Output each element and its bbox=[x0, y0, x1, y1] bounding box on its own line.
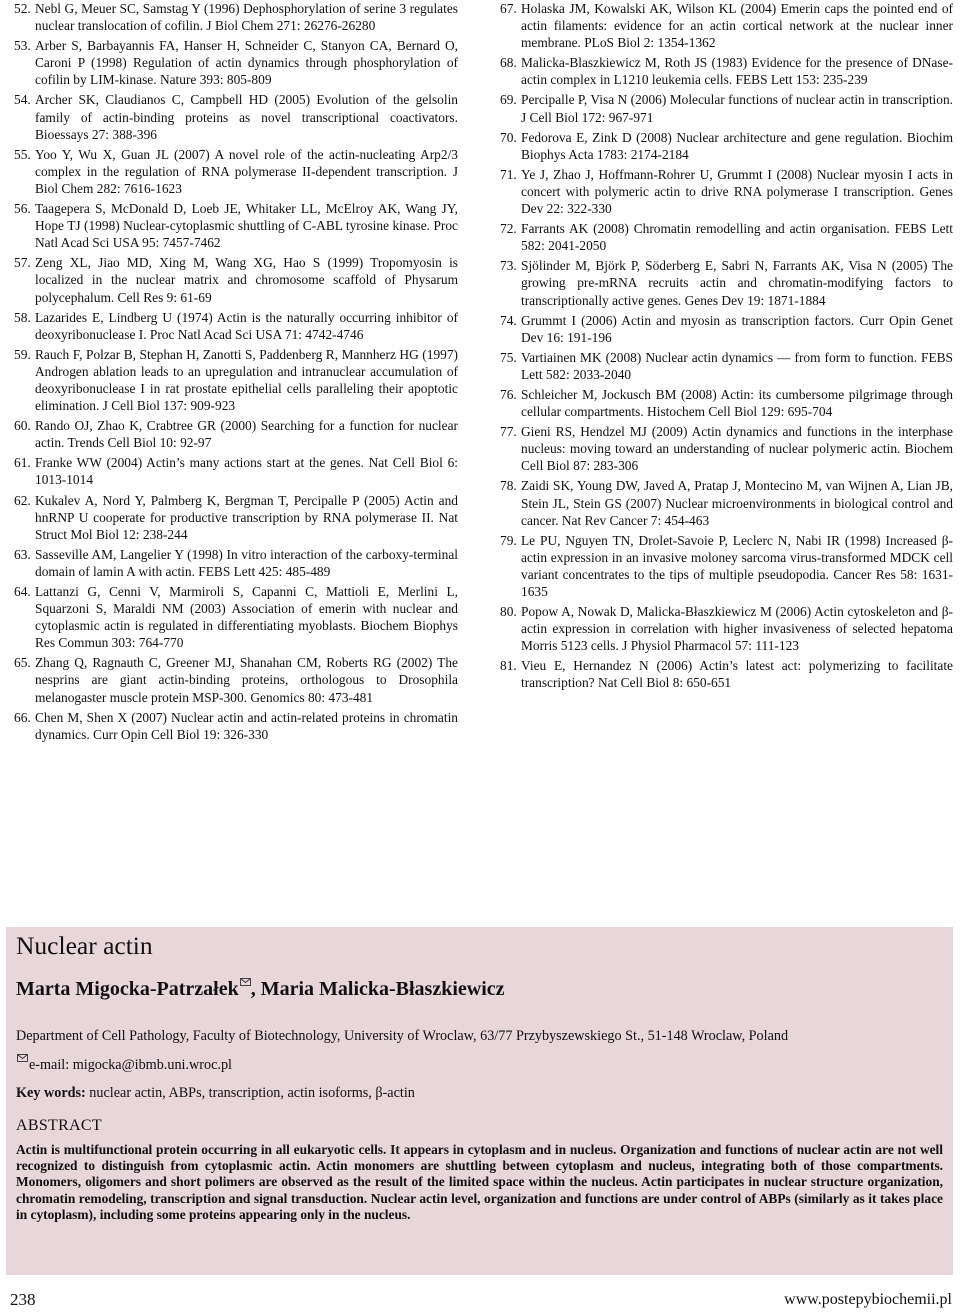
reference-item bbox=[500, 312, 953, 346]
reference-number: 77. bbox=[500, 424, 517, 440]
reference-item bbox=[14, 254, 458, 305]
reference-number: 61. bbox=[14, 455, 31, 471]
reference-text: Lattanzi G, Cenni V, Marmiroli S, Capanni C, Mattioli E, Merlini L, Squarzoni S, Maraldi NM (2003) Association of emerin with nuclear and cytoplasmic actin is regulated in differentiating myoblasts. Biochem Biophys Res Commun 303: 764-770 bbox=[35, 584, 458, 651]
abstract-text: Actin is multifunctional protein occurring in all eukaryotic cells. It appears in cytoplasm and in nucleus. Organization and functions of nuclear actin are not well recognized to distinguish from cytoplasmic actin. Actin monomers are shuttling between cytoplasm and nucleus, integrating both of those compartments. Monomers, oligomers and short polimers are observed as the result of the limited space within the nucleus. Actin participates in nuclear structure organization, chromatin remodeling, transcription and signal transduction. Nuclear actin level, organization and functions are under control of ABPs (similarly as it takes place in cytoplasm), including some proteins appearing only in the nucleus. bbox=[16, 1142, 943, 1222]
keywords bbox=[16, 1085, 415, 1102]
reference-item bbox=[500, 349, 953, 383]
reference-item bbox=[500, 129, 953, 163]
reference-text: Holaska JM, Kowalski AK, Wilson KL (2004) Emerin caps the pointed end of actin filaments: evidence for an actin cortical network at the nuclear inner membrane. PLoS Biol 2: 1354-1362 bbox=[521, 1, 953, 51]
reference-number: 62. bbox=[14, 492, 31, 508]
reference-number: 75. bbox=[500, 349, 517, 365]
references-right-column bbox=[500, 0, 953, 695]
reference-number: 58. bbox=[14, 309, 31, 325]
reference-item bbox=[500, 657, 953, 691]
reference-item bbox=[500, 220, 953, 254]
reference-text: Percipalle P, Visa N (2006) Molecular functions of nuclear actin in transcription. J Cell Biol 172: 967-971 bbox=[521, 92, 953, 125]
reference-item bbox=[14, 0, 458, 34]
article-title: Nuclear actin bbox=[16, 931, 153, 960]
reference-text: Franke WW (2004) Actin’s many actions start at the genes. Nat Cell Biol 6: 1013-1014 bbox=[35, 455, 458, 488]
reference-number: 68. bbox=[500, 55, 517, 71]
reference-item bbox=[14, 492, 458, 543]
reference-number: 70. bbox=[500, 129, 517, 145]
references-left-column bbox=[14, 0, 458, 746]
author-name: Marta Migocka-Patrzałek bbox=[16, 978, 239, 1000]
reference-text: Rauch F, Polzar B, Stephan H, Zanotti S, Paddenberg R, Mannherz HG (1997) Androgen ablation leads to an upregulation and intranuclear accumulation of deoxyribonuclease I in rat prostate epithelial cells paralleling their apoptotic elimination. J Cell Biol 137: 909-923 bbox=[35, 346, 458, 414]
reference-number: 72. bbox=[500, 221, 517, 237]
page-number: 238 bbox=[10, 1290, 36, 1309]
reference-item bbox=[14, 346, 458, 414]
reference-text: Archer SK, Claudianos C, Campbell HD (2005) Evolution of the gelsolin family of actin-binding proteins as novel transcriptional coactivators. Bioessays 27: 388-396 bbox=[35, 92, 458, 142]
reference-text: Kukalev A, Nord Y, Palmberg K, Bergman T, Percipalle P (2005) Actin and hnRNP U cooperate for productive transcription by RNA polymerase II. Nat Struct Mol Biol 12: 238-244 bbox=[35, 492, 458, 542]
reference-number: 67. bbox=[500, 1, 517, 16]
correspondence-email bbox=[16, 1057, 232, 1074]
reference-number: 79. bbox=[500, 532, 517, 548]
reference-number: 78. bbox=[500, 478, 517, 494]
abstract-heading: ABSTRACT bbox=[16, 1117, 102, 1134]
reference-number: 56. bbox=[14, 201, 31, 217]
reference-item bbox=[14, 309, 458, 343]
reference-item bbox=[14, 200, 458, 251]
reference-item bbox=[500, 386, 953, 420]
reference-text: Grummt I (2006) Actin and myosin as transcription factors. Curr Opin Genet Dev 16: 191-196 bbox=[521, 312, 953, 345]
reference-item bbox=[500, 532, 953, 600]
reference-text: Gieni RS, Hendzel MJ (2009) Actin dynamics and functions in the interphase nucleus: moving toward an understanding of nuclear polymeric actin. Biochem Cell Biol 87: 283-306 bbox=[521, 424, 953, 474]
reference-item bbox=[14, 583, 458, 651]
reference-text: Sasseville AM, Langelier Y (1998) In vitro interaction of the carboxy-terminal domain of lamin A with actin. FEBS Lett 425: 485-489 bbox=[35, 546, 458, 579]
reference-item bbox=[500, 477, 953, 528]
reference-number: 60. bbox=[14, 418, 31, 434]
reference-item bbox=[14, 146, 458, 197]
reference-text: Arber S, Barbayannis FA, Hanser H, Schneider C, Stanyon CA, Bernard O, Caroni P (1998) Regulation of actin dynamics through phosphorylation of cofilin by LIM-kinase. Nature 393: 805-809 bbox=[35, 38, 458, 88]
reference-item bbox=[14, 454, 458, 488]
reference-number: 63. bbox=[14, 546, 31, 562]
reference-text: Zeng XL, Jiao MD, Xing M, Wang XG, Hao S (1999) Tropomyosin is localized in the nuclear matrix and chromosome scaffold of Physarum polycephalum. Cell Res 9: 61-69 bbox=[35, 255, 458, 305]
reference-number: 57. bbox=[14, 255, 31, 271]
reference-item bbox=[500, 257, 953, 308]
author-list bbox=[16, 978, 505, 1001]
author-name: , Maria Malicka-Błaszkiewicz bbox=[250, 978, 505, 1000]
reference-text: Rando OJ, Zhao K, Crabtree GR (2000) Searching for a function for nuclear actin. Trends Cell Biol 10: 92-97 bbox=[35, 418, 458, 451]
reference-text: Yoo Y, Wu X, Guan JL (2007) A novel role of the actin-nucleating Arp2/3 complex in the regulation of RNA polymerase II-dependent transcription. J Biol Chem 282: 7616-1623 bbox=[35, 146, 458, 196]
envelope-icon bbox=[240, 978, 251, 986]
reference-item bbox=[14, 37, 458, 88]
reference-item bbox=[14, 417, 458, 451]
reference-text: Vieu E, Hernandez N (2006) Actin’s latest act: polymerizing to facilitate transcription? Nat Cell Biol 8: 650-651 bbox=[521, 658, 953, 691]
reference-number: 76. bbox=[500, 386, 517, 402]
email-text: e-mail: migocka@ibmb.uni.wroc.pl bbox=[29, 1057, 232, 1073]
reference-number: 65. bbox=[14, 655, 31, 671]
reference-text: Farrants AK (2008) Chromatin remodelling and actin organisation. FEBS Lett 582: 2041-2050 bbox=[521, 221, 953, 254]
reference-text: Malicka-Blaszkiewicz M, Roth JS (1983) Evidence for the presence of DNase-actin complex in L1210 leukemia cells. FEBS Lett 153: 235-239 bbox=[521, 55, 953, 88]
reference-item bbox=[14, 91, 458, 142]
reference-text: Zaidi SK, Young DW, Javed A, Pratap J, Montecino M, van Wijnen A, Lian JB, Stein JL, Stein GS (2007) Nuclear microenvironments in biological control and cancer. Nat Rev Cancer 7: 454-463 bbox=[521, 478, 953, 528]
envelope-icon bbox=[17, 1054, 28, 1062]
reference-item bbox=[14, 654, 458, 705]
reference-number: 55. bbox=[14, 146, 31, 162]
reference-number: 80. bbox=[500, 604, 517, 620]
journal-url: www.postepybiochemii.pl bbox=[784, 1291, 952, 1308]
reference-number: 71. bbox=[500, 166, 517, 182]
reference-number: 52. bbox=[14, 1, 31, 16]
article-header-box bbox=[6, 927, 953, 1275]
reference-text: Schleicher M, Jockusch BM (2008) Actin: its cumbersome pilgrimage through cellular compartments. Histochem Cell Biol 129: 695-704 bbox=[521, 386, 953, 420]
reference-text: Lazarides E, Lindberg U (1974) Actin is the naturally occurring inhibitor of deoxyribonuclease I. Proc Natl Acad Sci USA 71: 4742-4746 bbox=[35, 309, 458, 342]
reference-item bbox=[500, 603, 953, 654]
reference-number: 73. bbox=[500, 258, 517, 274]
reference-number: 66. bbox=[14, 709, 31, 725]
reference-item bbox=[500, 423, 953, 474]
reference-item bbox=[500, 54, 953, 88]
reference-text: Sjölinder M, Björk P, Söderberg E, Sabri N, Farrants AK, Visa N (2005) The growing pre-mRNA recruits actin and chromatin-modifying factors to transcriptionally active genes. Genes Dev 19: 1871-1884 bbox=[521, 258, 953, 308]
reference-number: 64. bbox=[14, 584, 31, 599]
keywords-text: nuclear actin, ABPs, transcription, actin isoforms, β-actin bbox=[85, 1085, 415, 1101]
reference-text: Chen M, Shen X (2007) Nuclear actin and actin-related proteins in chromatin dynamics. Curr Opin Cell Biol 19: 326-330 bbox=[35, 709, 458, 742]
reference-text: Nebl G, Meuer SC, Samstag Y (1996) Dephosphorylation of serine 3 regulates nuclear translocation of cofilin. J Biol Chem 271: 26276-26280 bbox=[35, 1, 458, 34]
reference-item bbox=[500, 91, 953, 125]
reference-number: 54. bbox=[14, 92, 31, 108]
reference-text: Zhang Q, Ragnauth C, Greener MJ, Shanahan CM, Roberts RG (2002) The nesprins are giant actin-binding proteins, orthologous to Drosophila melanogaster muscle protein MSP-300. Genomics 80: 473-481 bbox=[35, 655, 458, 705]
reference-item bbox=[500, 0, 953, 51]
reference-number: 53. bbox=[14, 38, 31, 54]
reference-text: Ye J, Zhao J, Hoffmann-Rohrer U, Grummt I (2008) Nuclear myosin I acts in concert with polymeric actin to drive RNA polymerase I transcription. Genes Dev 22: 322-330 bbox=[521, 166, 953, 217]
reference-number: 59. bbox=[14, 346, 31, 362]
reference-text: Vartiainen MK (2008) Nuclear actin dynamics — from form to function. FEBS Lett 582: 2033-2040 bbox=[521, 349, 953, 382]
affiliation: Department of Cell Pathology, Faculty of Biotechnology, University of Wroclaw, 63/77 Przybyszewskiego St., 51-148 Wroclaw, Poland bbox=[16, 1028, 789, 1044]
reference-number: 81. bbox=[500, 658, 517, 674]
keywords-label: Key words: bbox=[16, 1085, 86, 1101]
reference-text: Taagepera S, McDonald D, Loeb JE, Whitaker LL, McElroy AK, Wang JY, Hope TJ (1998) Nuclear-cytoplasmic shuttling of C-ABL tyrosine kinase. Proc Natl Acad Sci USA 95: 7457-7462 bbox=[35, 201, 458, 251]
reference-item bbox=[500, 166, 953, 217]
reference-number: 69. bbox=[500, 92, 517, 108]
reference-text: Le PU, Nguyen TN, Drolet-Savoie P, Leclerc N, Nabi IR (1998) Increased β-actin expression in an invasive moloney sarcoma virus-transformed MDCK cell variant concentrates to the tips of multiple pseudopodia. Cancer Res 58: 1631-1635 bbox=[521, 532, 953, 599]
reference-item bbox=[14, 709, 458, 743]
reference-number: 74. bbox=[500, 312, 517, 328]
reference-text: Fedorova E, Zink D (2008) Nuclear architecture and gene regulation. Biochim Biophys Acta 1783: 2174-2184 bbox=[521, 129, 953, 162]
reference-item bbox=[14, 546, 458, 580]
reference-text: Popow A, Nowak D, Malicka-Błaszkiewicz M (2006) Actin cytoskeleton and β-actin expression in correlation with higher invasiveness of selected hepatoma Morris 5123 cells. J Physiol Pharmacol 57: 111-123 bbox=[521, 604, 953, 654]
